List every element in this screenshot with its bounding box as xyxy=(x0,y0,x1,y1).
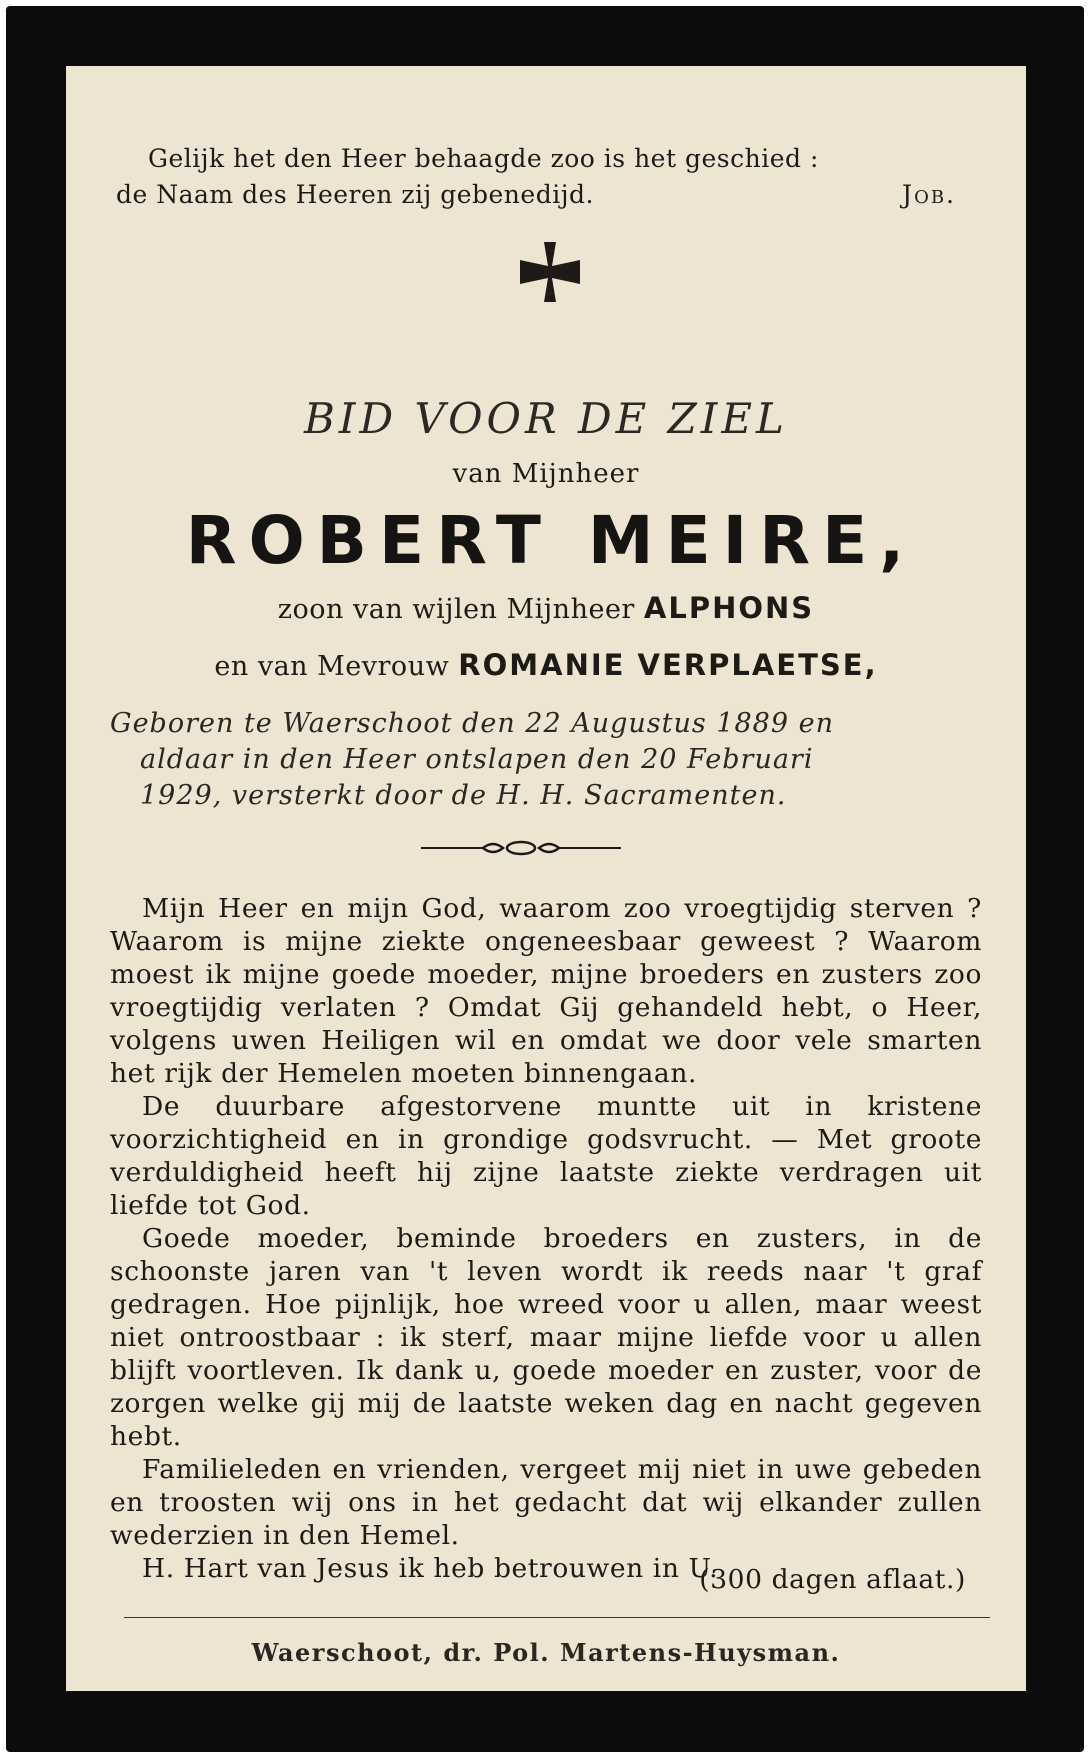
paragraph-2: De duurbare afgestorvene muntte uit in kristene voorzichtigheid en in grondige godsvrucht. — Met groote verduldigheid heeft hij zijne laatste ziekte verdragen uit liefde tot God. xyxy=(110,1091,982,1221)
epigraph-source: Job. xyxy=(902,180,956,209)
paragraph-4: Familieleden en vrienden, vergeet mij niet in uwe gebeden en troosten wij ons in het gedacht dat wij elkander zullen wederzien in den Hemel. xyxy=(110,1454,982,1551)
epigraph-line-2: de Naam des Heeren zij gebenedijd. xyxy=(116,180,594,209)
deceased-name: ROBERT MEIRE, xyxy=(185,502,917,579)
card-paper xyxy=(66,66,1026,1691)
epigraph-line-2-row xyxy=(116,177,976,213)
father-name: ALPHONS xyxy=(643,591,815,625)
paragraph-1: Mijn Heer en mijn God, waarom zoo vroegtijdig sterven ? Waarom is mijne ziekte ongeneesbaar geweest ? Waarom moest ik mijne goede moeder, mijne broeders en zusters zoo vroegtijdig verlaten ? Omdat Gij gehandeld hebt, o Heer, volgens uwen Heiligen wil en omdat we door vele smarten het rijk der Hemelen moeten binnengaan. xyxy=(110,893,982,1089)
ornament-divider-icon xyxy=(421,838,621,858)
printer-credit: Waerschoot, dr. Pol. Martens-Huysman. xyxy=(251,1638,841,1667)
father-line xyxy=(66,591,1026,625)
indulgence-note: (300 dagen aflaat.) xyxy=(699,1564,966,1595)
body-text xyxy=(110,892,982,1585)
paragraph-5: H. Hart van Jesus ik heb betrouwen in U. xyxy=(142,1553,719,1584)
birth-line-2: aldaar in den Heer ontslapen den 20 Februari xyxy=(140,744,814,775)
honorific: van Mijnheer xyxy=(452,459,640,489)
footer-rule xyxy=(124,1617,990,1618)
birth-death-details xyxy=(110,706,982,814)
epigraph xyxy=(116,141,976,213)
cross-pattee-icon xyxy=(518,240,582,304)
mother-prefix: en van Mevrouw xyxy=(214,651,450,682)
birth-line-1: Geboren te Waerschoot den 22 Augustus 1889 en xyxy=(110,708,834,739)
memorial-card xyxy=(6,6,1084,1752)
birth-line-3: 1929, versterkt door de H. H. Sacramenten. xyxy=(140,780,787,811)
paragraph-3: Goede moeder, beminde broeders en zusters, in de schoonste jaren van 't leven wordt ik reeds naar 't graf gedragen. Hoe pijnlijk, hoe wreed voor u allen, maar weest niet ontroostbaar : ik sterf, maar mijne liefde voor u allen blijft voortleven. Ik dank u, goede moeder en zuster, voor de zorgen welke gij mij de laatste weken dag en nacht gegeven hebt. xyxy=(110,1223,982,1452)
mother-line xyxy=(66,648,1026,682)
father-prefix: zoon van wijlen Mijnheer xyxy=(277,594,635,625)
mother-name: ROMANIE VERPLAETSE, xyxy=(458,648,878,682)
epigraph-line-1: Gelijk het den Heer behaagde zoo is het geschied : xyxy=(148,144,819,173)
prayer-heading: BID VOOR DE ZIEL xyxy=(304,394,788,443)
